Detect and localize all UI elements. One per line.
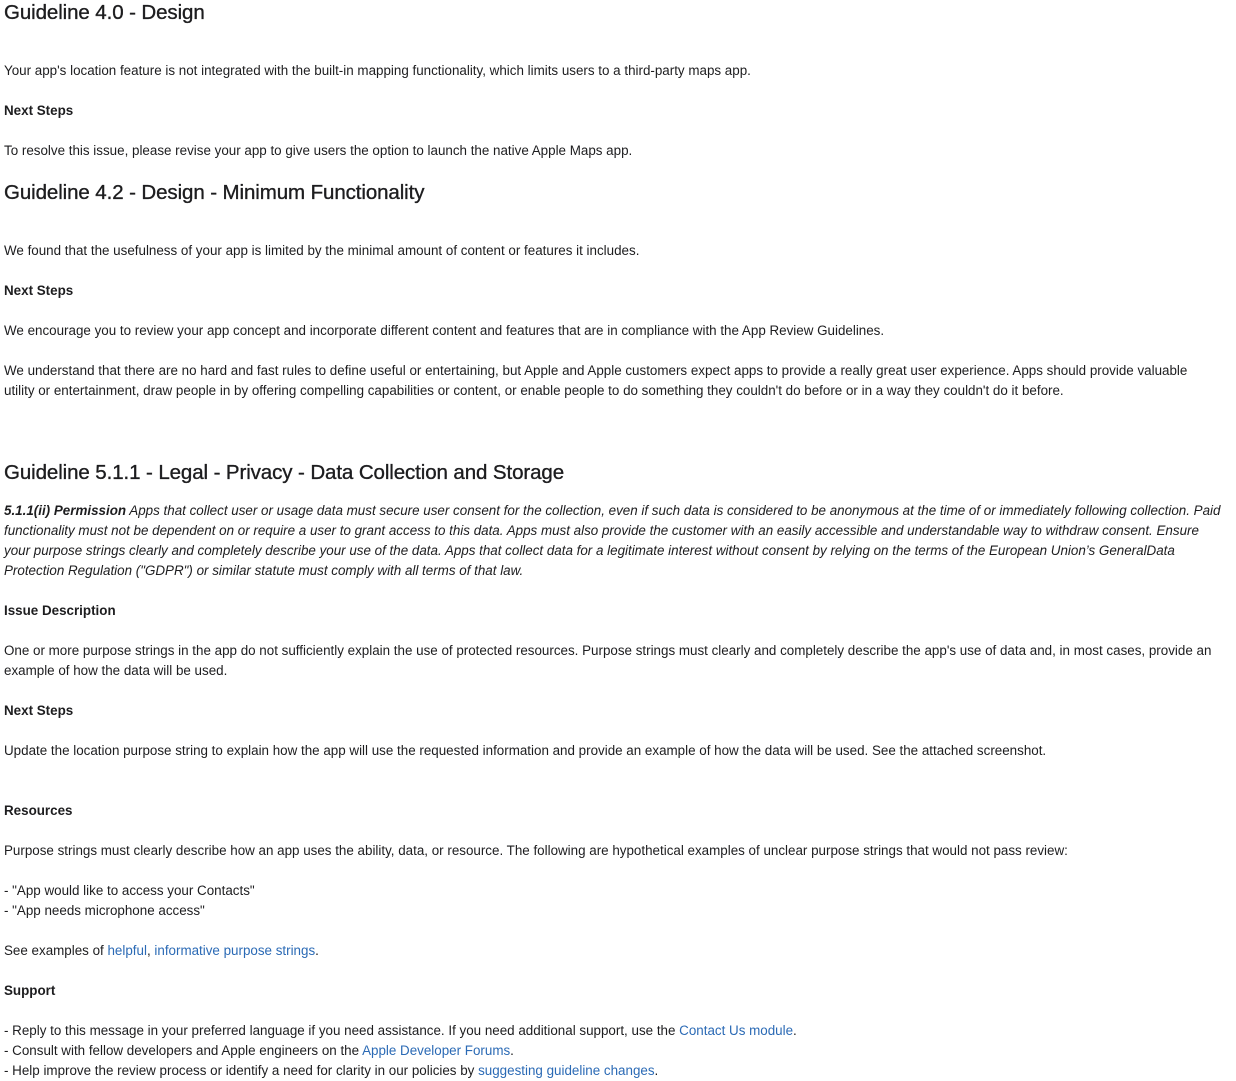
- guideline-4-2-heading: Guideline 4.2 - Design - Minimum Functionality: [4, 181, 425, 204]
- see-examples-prefix: See examples of: [4, 943, 108, 958]
- guideline-4-2-paragraph-line: We understand that there are no hard and fast rules to define useful or entertaining, but Apple and Apple customers expect apps to provide a really great user experience. Apps should provide valuable: [4, 363, 1188, 378]
- resources-text: Purpose strings must clearly describe how an app uses the ability, data, or resource. The following are hypothetical examples of unclear purpose strings that would not pass review:: [4, 843, 1068, 858]
- see-examples-suffix: .: [315, 943, 319, 958]
- see-examples-line: [4, 941, 319, 961]
- guideline-4-2-issue: We found that the usefulness of your app is limited by the minimal amount of content or features it includes.: [4, 243, 640, 258]
- resources-label: Resources: [4, 803, 73, 818]
- support-item-suffix: .: [793, 1023, 797, 1038]
- permission-text: Apps that collect user or usage data must secure user consent for the collection, even if such data is considered to be anonymous at the time of or immediately following collection. Paid: [126, 503, 1221, 518]
- guideline-5-1-1-next-steps-label: Next Steps: [4, 703, 74, 718]
- guideline-4-0-next-steps-label: Next Steps: [4, 103, 74, 118]
- guideline-4-2-next-steps: We encourage you to review your app concept and incorporate different content and features that are in compliance with the App Review Guidelines.: [4, 323, 885, 338]
- support-item-text: - Consult with fellow developers and Apple engineers on the: [4, 1043, 363, 1058]
- see-examples-separator: ,: [146, 943, 155, 958]
- support-item-text: - Help improve the review process or identify a need for clarity in our policies by: [4, 1063, 479, 1078]
- guideline-4-2-paragraph-line: utility or entertainment, draw people in by offering compelling capabilities or content, or enable people to do something they couldn't do before or in a way they couldn't do it before.: [4, 383, 1064, 398]
- support-item: [4, 1021, 797, 1041]
- helpful-link[interactable]: helpful: [107, 943, 147, 958]
- guideline-4-0-next-steps: To resolve this issue, please revise your app to give users the option to launch the native Apple Maps app.: [4, 143, 633, 158]
- guideline-4-2-next-steps-label: Next Steps: [4, 283, 74, 298]
- permission-paragraph-line: functionality must not be dependent on or require a user to grant access to this data. Apps must also provide the customer with an easily accessible and understandable way to withdraw consent. Ensure: [4, 523, 1199, 538]
- guideline-4-0-issue: Your app's location feature is not integrated with the built-in mapping functionality, which limits users to a third-party maps app.: [4, 63, 751, 78]
- permission-label: 5.1.1(ii) Permission: [4, 503, 127, 518]
- support-label: Support: [4, 983, 56, 998]
- issue-description-line: example of how the data will be used.: [4, 663, 228, 678]
- example-purpose-string: - "App needs microphone access": [4, 903, 205, 918]
- permission-paragraph-line: Protection Regulation ("GDPR") or similar statute must comply with all terms of that law.: [4, 563, 524, 578]
- apple-developer-forums-link[interactable]: Apple Developer Forums: [362, 1043, 511, 1058]
- permission-paragraph-line: your purpose strings clearly and completely describe your use of the data. Apps that collect data for a legitimate interest without consent by relying on the terms of the European Union’s GeneralData: [4, 543, 1175, 558]
- contact-us-module-link[interactable]: Contact Us module: [679, 1023, 794, 1038]
- guideline-4-0-heading: Guideline 4.0 - Design: [4, 1, 205, 24]
- support-item-suffix: .: [510, 1043, 514, 1058]
- support-item: [4, 1041, 514, 1061]
- example-purpose-string: - "App would like to access your Contacts": [4, 883, 255, 898]
- guideline-5-1-1-next-steps: Update the location purpose string to explain how the app will use the requested information and provide an example of how the data will be used. See the attached screenshot.: [4, 743, 1047, 758]
- permission-paragraph-line: [4, 501, 1220, 521]
- support-item: [4, 1061, 658, 1081]
- guideline-5-1-1-heading: Guideline 5.1.1 - Legal - Privacy - Data Collection and Storage: [4, 461, 565, 484]
- issue-description-line: One or more purpose strings in the app do not sufficiently explain the use of protected resources. Purpose strings must clearly and completely describe the app's use of data and, in most cases, provide an: [4, 643, 1212, 658]
- suggesting-guideline-changes-link[interactable]: suggesting guideline changes: [478, 1063, 655, 1078]
- informative-purpose-strings-link[interactable]: informative purpose strings: [154, 943, 316, 958]
- support-item-text: - Reply to this message in your preferred language if you need assistance. If you need additional support, use the: [4, 1023, 680, 1038]
- support-item-suffix: .: [654, 1063, 659, 1078]
- issue-description-label: Issue Description: [4, 603, 116, 618]
